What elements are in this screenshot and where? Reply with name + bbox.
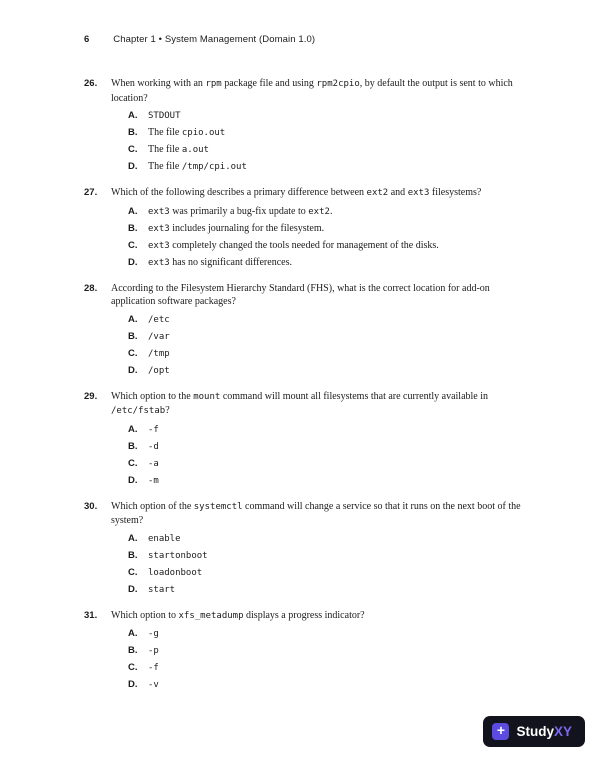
option-row <box>128 627 534 641</box>
option-row <box>128 678 534 692</box>
option-text <box>148 347 170 361</box>
option-text <box>148 143 209 157</box>
brand-xy-text: XY <box>553 723 572 739</box>
option-letter: D. <box>128 364 138 376</box>
text-run: command will change a service so that it runs on the next boot of the system? <box>111 500 521 526</box>
code-text: /etc/fstab <box>111 406 166 416</box>
question-text <box>111 77 534 105</box>
plus-icon: + <box>492 723 509 740</box>
option-row <box>128 549 534 563</box>
option-text <box>148 532 181 546</box>
option-text <box>148 126 225 140</box>
code-text: -m <box>148 475 159 486</box>
code-text: startonboot <box>148 550 208 561</box>
option-letter: A. <box>128 628 138 639</box>
options-list <box>128 627 534 692</box>
text-run: was primarily a bug-fix update to <box>169 205 309 217</box>
options-list <box>128 313 534 378</box>
brand-study-text: Study <box>516 723 554 739</box>
code-text: ext3 <box>148 257 170 268</box>
question <box>84 609 534 696</box>
code-text: ext3 <box>148 240 170 251</box>
text-run: ? <box>165 405 170 416</box>
question-body <box>111 390 534 491</box>
option-text <box>148 661 159 675</box>
options-list <box>128 205 534 270</box>
option-letter: A. <box>128 313 138 325</box>
code-text: ext2 <box>366 188 389 198</box>
option-letter: D. <box>128 161 138 172</box>
option-text <box>148 627 159 641</box>
question-text <box>111 282 534 309</box>
option-letter: D. <box>128 679 138 690</box>
text-run: When working with an <box>111 78 206 89</box>
code-text: ext3 <box>148 206 170 217</box>
question-text <box>111 500 534 528</box>
code-text: cpio.out <box>181 128 226 138</box>
option-text <box>148 678 159 692</box>
option-row <box>128 644 534 658</box>
option-letter: B. <box>128 127 138 138</box>
text-run: and <box>388 187 408 198</box>
option-row <box>128 126 534 140</box>
question <box>84 500 534 600</box>
question <box>84 390 534 491</box>
option-text <box>148 239 439 253</box>
question <box>84 186 534 273</box>
text-run: Which option to the <box>111 390 194 402</box>
code-text: -g <box>148 629 159 639</box>
page-number: 6 <box>84 34 90 45</box>
code-text: /opt <box>148 365 170 376</box>
code-text: /var <box>148 331 170 342</box>
option-row <box>128 457 534 471</box>
text-run: Which option to <box>111 609 179 621</box>
studyxy-logo <box>483 716 585 747</box>
option-letter: D. <box>128 256 138 268</box>
brand-wordmark <box>516 723 572 741</box>
text-run: Which of the following describes a primary difference between <box>111 187 367 198</box>
code-text: /tmp/cpi.out <box>181 162 247 172</box>
text-run: includes journaling for the filesystem. <box>169 222 325 234</box>
question-body <box>111 282 534 381</box>
option-row <box>128 160 534 174</box>
option-letter: A. <box>128 423 138 435</box>
option-text <box>148 549 208 563</box>
option-letter: B. <box>128 549 138 561</box>
text-run: The file <box>148 144 182 155</box>
question-body <box>111 609 534 696</box>
option-text <box>148 109 181 123</box>
option-letter: C. <box>128 457 138 469</box>
question-body <box>111 186 534 273</box>
text-run: Which option of the <box>111 500 194 512</box>
question-body <box>111 500 534 600</box>
option-row <box>128 222 534 236</box>
option-text <box>148 440 159 454</box>
option-letter: B. <box>128 645 138 656</box>
option-text <box>148 256 292 270</box>
option-text <box>148 222 324 236</box>
option-row <box>128 256 534 270</box>
option-letter: A. <box>128 110 138 121</box>
option-row <box>128 661 534 675</box>
options-list <box>128 109 534 174</box>
question-text <box>111 186 534 201</box>
option-letter: A. <box>128 532 138 544</box>
code-text: xfs_metadump <box>178 610 244 621</box>
option-letter: D. <box>128 583 138 595</box>
question <box>84 282 534 381</box>
option-row <box>128 347 534 361</box>
option-text <box>148 474 159 488</box>
question-number: 27. <box>84 187 98 198</box>
option-row <box>128 143 534 157</box>
text-run: displays a progress indicator? <box>243 609 365 621</box>
question-number: 28. <box>84 282 98 294</box>
options-list <box>128 423 534 488</box>
text-run: . <box>329 205 333 217</box>
option-text <box>148 205 332 219</box>
code-text: -d <box>148 441 159 452</box>
code-text: start <box>148 584 176 595</box>
option-text <box>148 423 159 437</box>
option-text <box>148 566 202 580</box>
text-run: The file <box>148 161 182 172</box>
option-text <box>148 330 170 344</box>
option-letter: B. <box>128 222 138 234</box>
questions-list <box>84 77 534 695</box>
option-row <box>128 423 534 437</box>
question-text <box>111 609 534 624</box>
option-text <box>148 160 247 174</box>
option-row <box>128 109 534 123</box>
text-run: The file <box>148 127 182 138</box>
question-number: 31. <box>84 609 98 621</box>
code-text: a.out <box>181 145 209 155</box>
code-text: ext2 <box>308 206 330 217</box>
text-run: According to the Filesystem Hierarchy Standard (FHS), what is the correct location for add-on application software packages? <box>111 282 490 307</box>
question-number: 26. <box>84 78 98 89</box>
option-letter: C. <box>128 239 138 251</box>
text-run: completely changed the tools needed for management of the disks. <box>169 239 439 251</box>
code-text: /tmp <box>148 348 170 359</box>
text-run: has no significant differences. <box>169 256 292 268</box>
code-text: ext3 <box>407 188 430 198</box>
option-text <box>148 644 159 658</box>
option-row <box>128 583 534 597</box>
code-text: systemctl <box>193 501 243 512</box>
option-letter: C. <box>128 662 138 673</box>
option-text <box>148 457 159 471</box>
code-text: loadonboot <box>148 567 203 578</box>
option-row <box>128 440 534 454</box>
question-number: 30. <box>84 500 98 512</box>
option-text <box>148 364 170 378</box>
option-text <box>148 313 170 327</box>
text-run: filesystems? <box>429 187 482 198</box>
code-text: rpm2cpio <box>316 79 360 89</box>
code-text: mount <box>193 391 221 402</box>
option-letter: D. <box>128 474 138 486</box>
option-letter: B. <box>128 440 138 452</box>
code-text: enable <box>148 533 181 544</box>
code-text: -v <box>148 680 159 690</box>
option-row <box>128 532 534 546</box>
chapter-title: Chapter 1 • System Management (Domain 1.0) <box>113 34 316 45</box>
option-row <box>128 566 534 580</box>
option-row <box>128 313 534 327</box>
option-letter: C. <box>128 347 138 359</box>
option-letter: B. <box>128 330 138 342</box>
option-letter: C. <box>128 566 138 578</box>
question-text <box>111 390 534 419</box>
question-number: 29. <box>84 390 98 402</box>
question-body <box>111 77 534 177</box>
text-run: command will mount all filesystems that are currently available in <box>220 390 489 402</box>
code-text: -f <box>148 663 159 673</box>
text-run: package file and using <box>221 78 317 89</box>
option-row <box>128 239 534 253</box>
code-text: -p <box>148 646 159 656</box>
code-text: STDOUT <box>148 111 181 121</box>
question <box>84 77 534 177</box>
options-list <box>128 532 534 597</box>
option-letter: C. <box>128 144 138 155</box>
text-run: , by default the output is sent to which location? <box>111 78 513 104</box>
option-row <box>128 330 534 344</box>
code-text: -f <box>148 424 159 435</box>
option-text <box>148 583 175 597</box>
code-text: rpm <box>205 79 222 89</box>
code-text: -a <box>148 458 159 469</box>
option-row <box>128 364 534 378</box>
option-row <box>128 205 534 219</box>
page-header <box>84 34 534 45</box>
option-row <box>128 474 534 488</box>
code-text: /etc <box>148 314 170 325</box>
option-letter: A. <box>128 205 138 217</box>
code-text: ext3 <box>148 223 170 234</box>
